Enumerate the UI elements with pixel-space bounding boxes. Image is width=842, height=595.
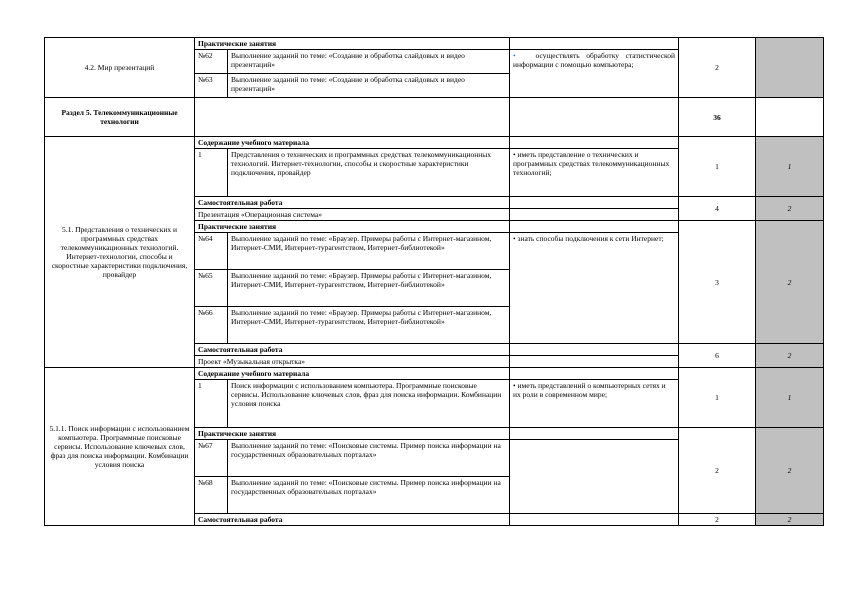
- hours-cell: 6: [679, 344, 756, 368]
- self-work-text: Проект «Музыкальная открытка»: [195, 356, 510, 368]
- skill-cell-empty: [510, 428, 679, 440]
- lesson-number: №67: [195, 440, 228, 477]
- skill-text: осуществлять обработку статистической информации с помощью компьютера;: [513, 51, 675, 69]
- level-cell: 2: [756, 344, 824, 368]
- topic-cell: 5.1.1. Поиск информации с использованием компьютера. Программные поисковые сервисы. Использование ключевых слов, фраз для поиска информации. Комбинации условия поиска: [45, 368, 195, 526]
- skill-cell-empty: [510, 356, 679, 368]
- skill-cell-empty: [510, 221, 679, 233]
- hours-cell: 1: [679, 137, 756, 197]
- hours-cell: 2: [679, 428, 756, 514]
- level-cell: 2: [756, 197, 824, 221]
- practice-header: Практические занятия: [195, 221, 510, 233]
- skill-cell-empty: [510, 197, 679, 209]
- skill-cell-empty: [510, 137, 679, 149]
- skill-cell-empty: [510, 514, 679, 526]
- skill-cell: • иметь представление о технических и программных средствах телекоммуникационных технологий;: [510, 149, 679, 197]
- bullet-icon: •: [513, 51, 516, 60]
- hours-cell: 3: [679, 221, 756, 344]
- content-number: 1: [195, 380, 228, 428]
- self-work-header: Самостоятельная работа: [195, 197, 510, 209]
- content-text: Представления о технических и программных средствах телекоммуникационных технологий. Интернет-технологии, способы и скоростные характеристики подключения, провайдер: [228, 149, 510, 197]
- empty-cell: [195, 98, 510, 137]
- lesson-text: Выполнение заданий по теме: «Браузер. Примеры работы с Интернет-магазином, Интернет-СМИ, Интернет-турагентством, Интернет-библиотекой»: [228, 233, 510, 270]
- content-header: Содержание учебного материала: [195, 368, 510, 380]
- self-work-header: Самостоятельная работа: [195, 344, 510, 356]
- skill-cell: • знать способы подключения к сети Интернет;: [510, 233, 679, 344]
- skill-cell-empty: [510, 209, 679, 221]
- level-cell: 2: [756, 514, 824, 526]
- skill-cell-empty: [510, 344, 679, 356]
- lesson-text: Выполнение заданий по теме: «Браузер. Примеры работы с Интернет-магазином, Интернет-СМИ, Интернет-турагентством, Интернет-библиотекой»: [228, 307, 510, 344]
- section-header: Практические занятия: [195, 38, 510, 50]
- empty-cell: [756, 98, 824, 137]
- topic-cell: 5.1. Представления о технических и программных средствах телекоммуникационных технологий. Интернет-технологии, способы и скоростные характеристики подключения, провайдер: [45, 137, 195, 368]
- skill-cell: [510, 50, 679, 98]
- lesson-text: Выполнение заданий по теме: «Создание и обработка слайдовых и видео презентаций»: [228, 50, 510, 74]
- skill-cell-empty: [510, 440, 679, 514]
- level-cell-gray: [756, 38, 824, 98]
- skill-cell-empty: [510, 38, 679, 50]
- lesson-number: №64: [195, 233, 228, 270]
- topic-cell: 4.2. Мир презентаций: [45, 38, 195, 98]
- hours-cell: 4: [679, 197, 756, 221]
- self-work-header: Самостоятельная работа: [195, 514, 510, 526]
- level-cell: 2: [756, 221, 824, 344]
- skill-cell-empty: [510, 368, 679, 380]
- hours-cell: 2: [679, 38, 756, 98]
- lesson-number: №68: [195, 477, 228, 514]
- level-cell: 2: [756, 428, 824, 514]
- lesson-text: Выполнение заданий по теме: «Поисковые системы. Пример поиска информации на государственных образовательных порталах»: [228, 477, 510, 514]
- curriculum-table: [44, 37, 824, 526]
- content-header: Содержание учебного материала: [195, 137, 510, 149]
- self-work-text: Презентация «Операционная система»: [195, 209, 510, 221]
- lesson-text: Выполнение заданий по теме: «Создание и обработка слайдовых и видео презентаций»: [228, 74, 510, 98]
- empty-cell: [510, 98, 679, 137]
- lesson-text: Выполнение заданий по теме: «Поисковые системы. Пример поиска информации на государственных образовательных порталах»: [228, 440, 510, 477]
- section-title: Раздел 5. Телекоммуникационные технологии: [45, 98, 195, 137]
- level-cell: 1: [756, 137, 824, 197]
- practice-header: Практические занятия: [195, 428, 510, 440]
- content-number: 1: [195, 149, 228, 197]
- level-cell: 1: [756, 368, 824, 428]
- lesson-number: №62: [195, 50, 228, 74]
- hours-cell: 1: [679, 368, 756, 428]
- content-text: Поиск информации с использованием компьютера. Программные поисковые сервисы. Использование ключевых слов, фраз для поиска информации. Комбинации условия поиска: [228, 380, 510, 428]
- hours-cell: 2: [679, 514, 756, 526]
- lesson-text: Выполнение заданий по теме: «Браузер. Примеры работы с Интернет-магазином, Интернет-СМИ, Интернет-турагентством, Интернет-библиотекой»: [228, 270, 510, 307]
- skill-cell: • иметь представлений о компьютерных сетях и их роли в современном мире;: [510, 380, 679, 428]
- lesson-number: №66: [195, 307, 228, 344]
- section-hours: 36: [679, 98, 756, 137]
- lesson-number: №65: [195, 270, 228, 307]
- lesson-number: №63: [195, 74, 228, 98]
